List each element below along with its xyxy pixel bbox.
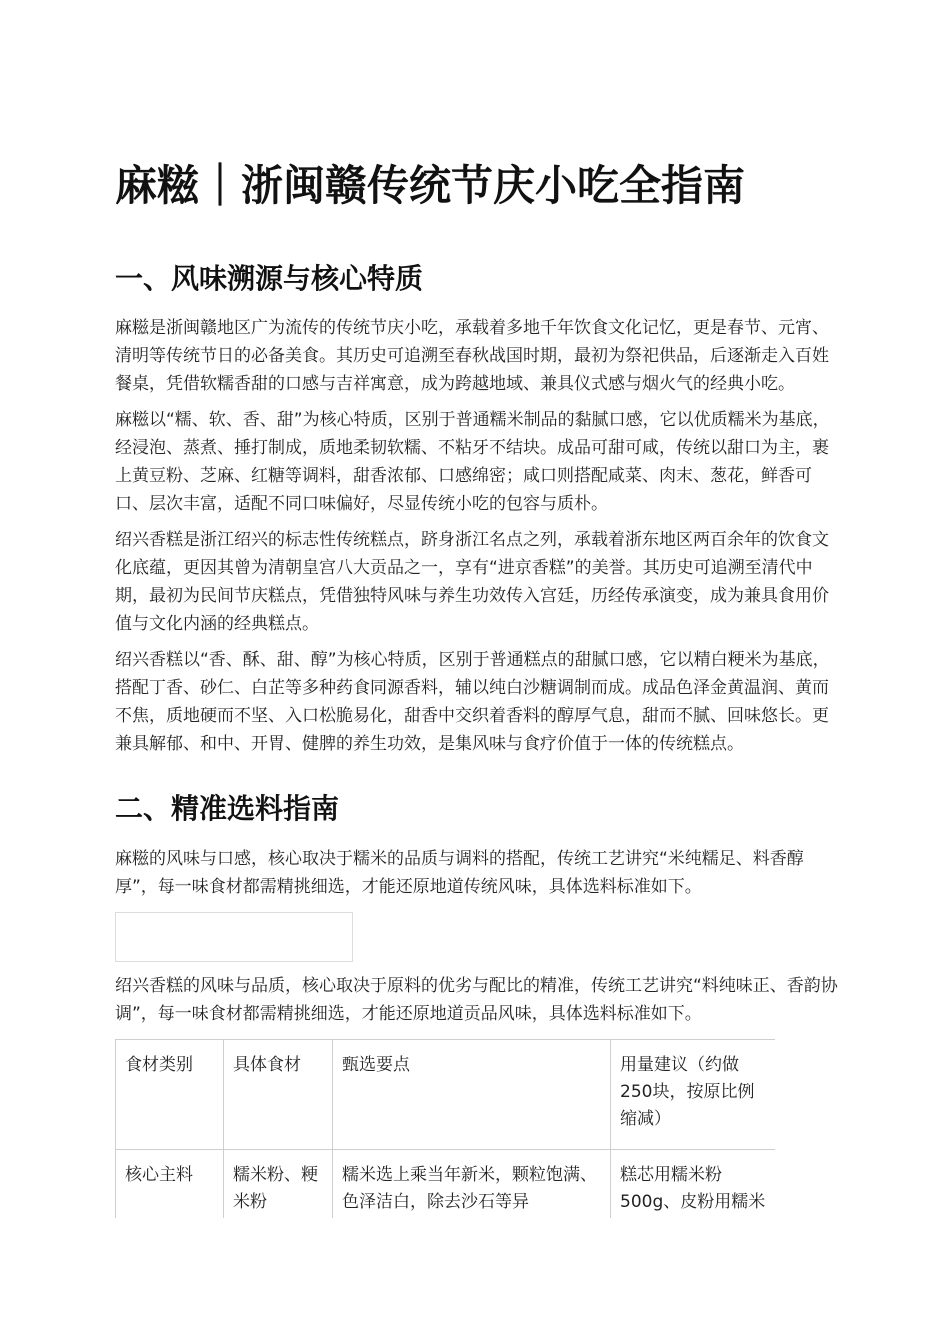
table-cell: 糯米粉、粳米粉 [224,1150,333,1219]
table-cell: 糯米选上乘当年新米，颗粒饱满、色泽洁白，除去沙石等异 [333,1150,611,1219]
paragraph-mochi-features: 麻糍以“糯、软、香、甜”为核心特质，区别于普通糯米制品的黏腻口感，它以优质糯米为基底，经浸泡、蒸煮、捶打制成，质地柔韧软糯、不粘牙不结块。成品可甜可咸，传统以甜口为主，裹上黄豆粉、芝麻、红糖等调料，甜香浓郁、口感绵密；咸口则搭配咸菜、肉末、葱花，鲜香可口、层次丰富，适配不同口味偏好，尽显传统小吃的包容与质朴。 [115,410,830,514]
column-header: 甄选要点 [333,1040,611,1150]
table-row [116,1150,776,1219]
paragraph-xianggao-origin: 绍兴香糕是浙江绍兴的标志性传统糕点，跻身浙江名点之列，承载着浙东地区两百余年的饮食文化底蕴，更因其曾为清朝皇宫八大贡品之一，享有“进京香糕”的美誉。其历史可追溯至清代中期，最初为民间节庆糕点，凭借独特风味与养生功效传入宫廷，历经传承演变，成为兼具食用价值与文化内涵的经典糕点。 [115,530,829,634]
paragraph-xianggao-features: 绍兴香糕以“香、酥、甜、醇”为核心特质，区别于普通糕点的甜腻口感，它以精白粳米为基底，搭配丁香、砂仁、白芷等多种药食同源香料，辅以纯白沙糖调制而成。成品色泽金黄温润、黄而不焦，质地硬而不坚、入口松脆易化，甜香中交织着香料的醇厚气息，甜而不腻、回味悠长。更兼具解郁、和中、开胃、健脾的养生功效，是集风味与食疗价值于一体的传统糕点。 [115,650,830,754]
section-heading-ingredients: 二、精准选料指南 [115,792,340,825]
section-heading-origin: 一、风味溯源与核心特质 [115,262,424,295]
paragraph-xianggao-selection-intro: 绍兴香糕的风味与品质，核心取决于原料的优劣与配比的精准，传统工艺讲究“料纯味正、香韵协调”，每一味食材都需精挑细选，才能还原地道贡品风味，具体选料标准如下。 [115,976,838,1024]
table-cell: 糕芯用糯米粉500g、皮粉用糯米 [611,1150,776,1219]
column-header: 具体食材 [224,1040,333,1150]
paragraph-mochi-selection-intro: 麻糍的风味与口感，核心取决于糯米的品质与调料的搭配，传统工艺讲究“米纯糯足、料香醇厚”，每一味食材都需精挑细选，才能还原地道传统风味，具体选料标准如下。 [115,849,804,897]
ingredients-table-wrapper [115,1039,775,1218]
column-header: 食材类别 [116,1040,224,1150]
empty-table-placeholder [115,912,353,962]
page-title: 麻糍｜浙闽赣传统节庆小吃全指南 [115,161,746,210]
table-header-row [116,1040,776,1150]
column-header: 用量建议（约做250块，按原比例缩减） [611,1040,776,1150]
ingredients-table [115,1039,775,1218]
table-cell: 核心主料 [116,1150,224,1219]
paragraph-mochi-origin: 麻糍是浙闽赣地区广为流传的传统节庆小吃，承载着多地千年饮食文化记忆，更是春节、元宵、清明等传统节日的必备美食。其历史可追溯至春秋战国时期，最初为祭祀供品，后逐渐走入百姓餐桌，凭借软糯香甜的口感与吉祥寓意，成为跨越地域、兼具仪式感与烟火气的经典小吃。 [115,318,829,394]
